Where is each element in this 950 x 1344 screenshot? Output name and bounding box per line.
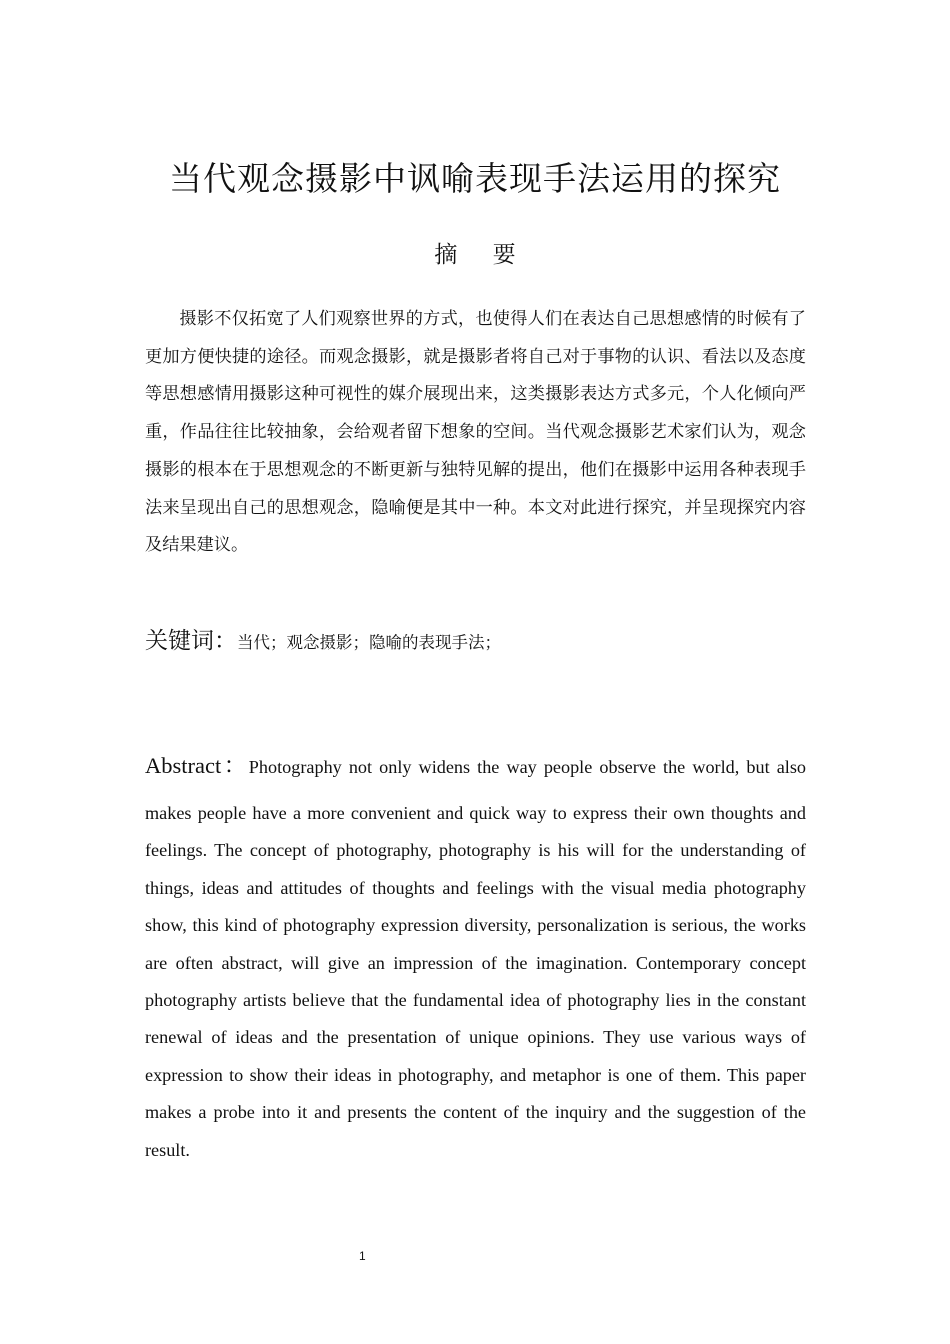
keywords-text: 当代；观念摄影；隐喻的表现手法； xyxy=(237,633,501,652)
keywords-line xyxy=(145,622,806,662)
paper-title: 当代观念摄影中讽喻表现手法运用的探究 xyxy=(169,159,781,198)
abstract-heading: 摘 要 xyxy=(434,242,530,268)
keywords-label: 关键词： xyxy=(145,628,237,654)
english-abstract-body: makes people have a more convenient and quick way to express their own thoughts and feelings. The concept of photography, photography is his will for the understanding of things, ideas and attitudes of thoughts and feelings with the visual media photography show, this kind of photography expression diversity, personalization is serious, the works are often abstract, will give an impression of the imagination. Contemporary concept photography artists believe that the fundamental idea of photography lies in the constant renewal of ideas and the presentation of unique opinions. They use various ways of expression to show their ideas in photography, and metaphor is one of them. This paper makes a probe into it and presents the content of the inquiry and the suggestion of the result. xyxy=(145,803,806,1160)
english-abstract xyxy=(145,750,806,1169)
chinese-abstract: 摄影不仅拓宽了人们观察世界的方式，也使得人们在表达自己思想感情的时候有了更加方便快捷的途径。而观念摄影，就是摄影者将自己对于事物的认识、看法以及态度等思想感情用摄影这种可视性的媒介展现出来，这类摄影表达方式多元，个人化倾向严重，作品往往比较抽象，会给观者留下想象的空间。当代观念摄影艺术家们认为，观念摄影的根本在于思想观念的不断更新与独特见解的提出，他们在摄影中运用各种表现手法来呈现出自己的思想观念，隐喻便是其中一种。本文对此进行探究，并呈现探究内容及结果建议。 xyxy=(145,309,806,556)
english-abstract-label: Abstract： xyxy=(145,753,249,778)
page-number: 1 xyxy=(359,1249,366,1263)
english-abstract-first-line-text: Photography not only widens the way people observe the world, but also xyxy=(248,757,806,777)
english-abstract-first-line xyxy=(145,750,806,783)
